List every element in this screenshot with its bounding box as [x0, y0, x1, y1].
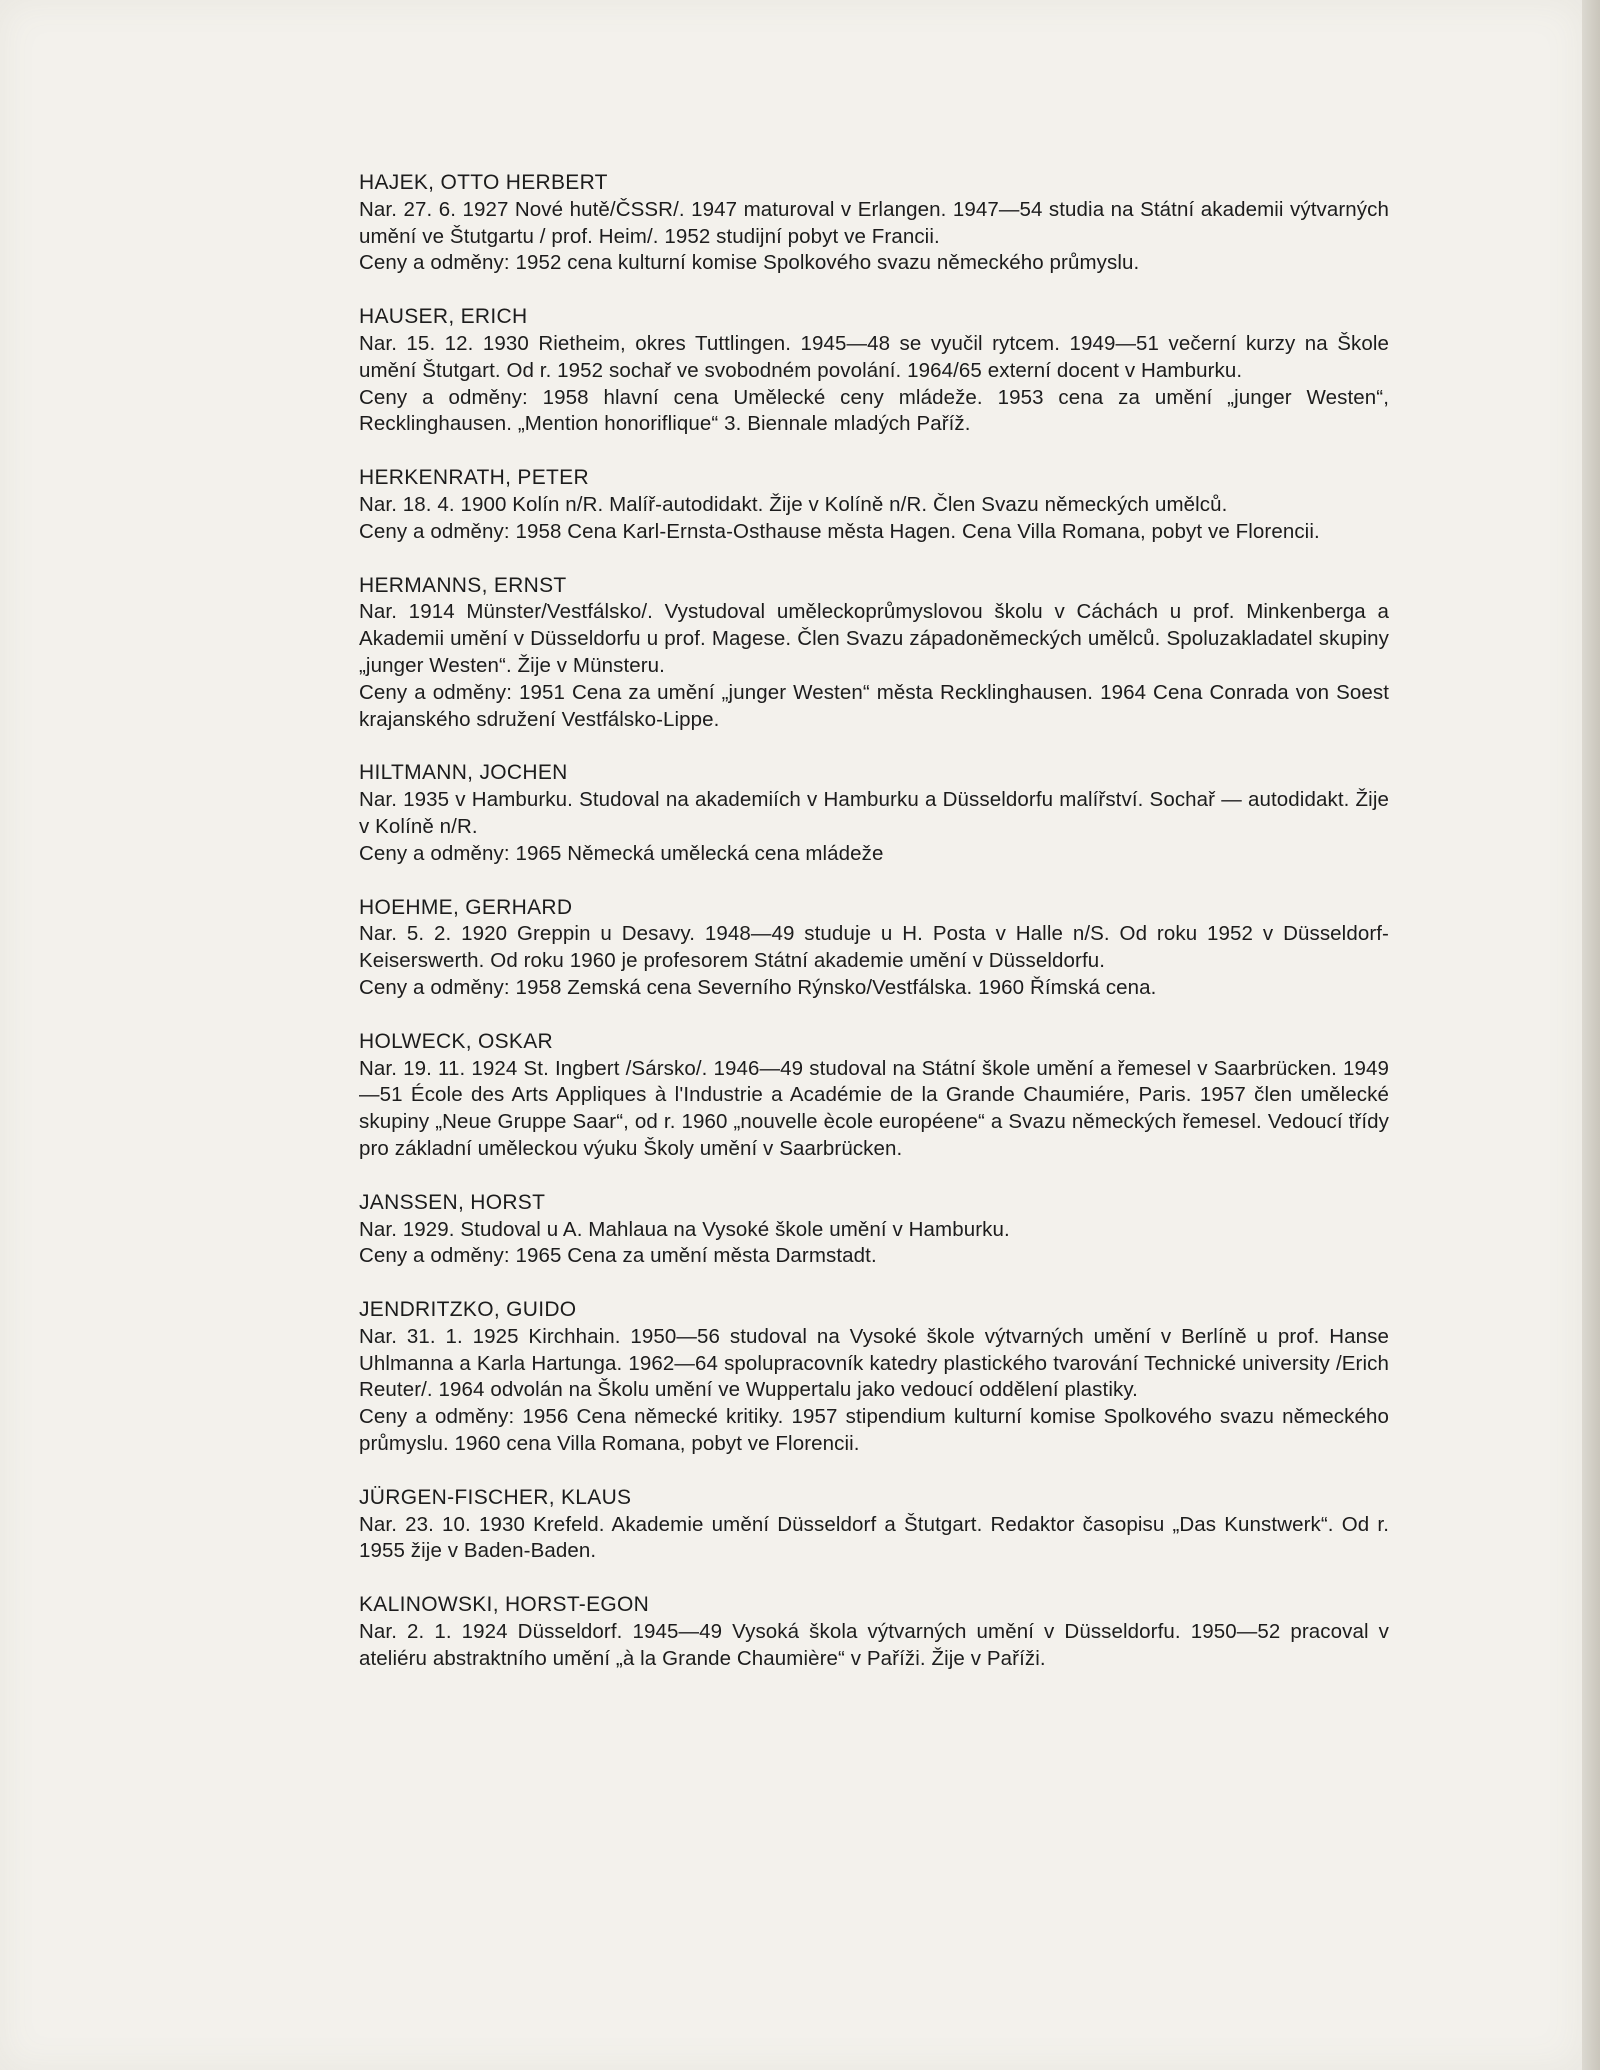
biography-entry — [359, 1297, 1389, 1458]
biography-entry — [359, 1190, 1389, 1270]
awards-text: Ceny a odměny: 1952 cena kulturní komise Spolkového svazu německého průmyslu. — [359, 251, 1140, 275]
biography-text: Nar. 19. 11. 1924 St. Ingbert /Sársko/. 1946—49 studoval na Státní škole umění a řemesel v Saarbrücken. 1949—51 École des Arts Appliques à l'Industrie a Académie de la Grande Chaumiére, Paris. 1957 člen umělecké skupiny „Neue Gruppe Saar“, od r. 1960 „nouvelle ècole européene“ a Svazu německých řemesel. Vedoucí třídy pro základní uměleckou výuku Školy umění v Saarbrücken. — [359, 1056, 1389, 1160]
artist-name: HILTMANN, JOCHEN — [359, 761, 568, 785]
biography-text: Nar. 2. 1. 1924 Düsseldorf. 1945—49 Vysoká škola výtvarných umění v Düsseldorfu. 1950—52 pracoval v ateliéru abstraktního umění „à la Grande Chaumière“ v Paříži. Žije v Paříži. — [359, 1620, 1389, 1670]
awards-text: Ceny a odměny: 1958 Cena Karl-Ernsta-Osthause města Hagen. Cena Villa Romana, pobyt ve Florencii. — [359, 519, 1320, 543]
artist-name: JENDRITZKO, GUIDO — [359, 1298, 577, 1322]
biography-entry — [359, 760, 1389, 867]
artist-name: JÜRGEN-FISCHER, KLAUS — [359, 1485, 632, 1509]
biography-text: Nar. 1935 v Hamburku. Studoval na akademiích v Hamburku a Düsseldorfu malířství. Sochař — autodidakt. Žije v Kolíně n/R. — [359, 788, 1389, 838]
artist-name: HAUSER, ERICH — [359, 305, 528, 329]
biography-entry — [359, 304, 1389, 438]
awards-text: Ceny a odměny: 1956 Cena německé kritiky. 1957 stipendium kulturní komise Spolkového svazu německého průmyslu. 1960 cena Villa Romana, pobyt ve Florencii. — [359, 1405, 1389, 1456]
biography-entry — [359, 170, 1389, 277]
awards-text: Ceny a odměny: 1958 hlavní cena Umělecké ceny mládeže. 1953 cena za umění „junger Westen“, Recklinghausen. „Mention honoriflique“ 3. Biennale mladých Paříž. — [359, 385, 1389, 436]
artist-name: HERMANNS, ERNST — [359, 573, 567, 597]
biography-entry — [359, 1029, 1389, 1163]
biography-text: Nar. 27. 6. 1927 Nové hutě/ČSSR/. 1947 maturoval v Erlangen. 1947—54 studia na Státní akademii výtvarných umění ve Štutgartu / prof. Heim/. 1952 studijní pobyt ve Francii. — [359, 197, 1389, 248]
biography-text: Nar. 31. 1. 1925 Kirchhain. 1950—56 studoval na Vysoké škole výtvarných umění v Berlíně u prof. Hanse Uhlmanna a Karla Hartunga. 1962—64 spolupracovník katedry plastického tvarování Technické university /Erich Reuter/. 1964 odvolán na Školu umění ve Wuppertalu jako vedoucí oddělení plastiky. — [359, 1324, 1389, 1402]
artist-name: HOLWECK, OSKAR — [359, 1029, 554, 1053]
biography-entry — [359, 895, 1389, 1002]
biography-list — [359, 170, 1389, 1700]
biography-entry — [359, 1592, 1389, 1672]
awards-text: Ceny a odměny: 1958 Zemská cena Severního Rýnsko/Vestfálska. 1960 Římská cena. — [359, 975, 1157, 999]
biography-text: Nar. 1929. Studoval u A. Mahlaua na Vysoké škole umění v Hamburku. — [359, 1217, 1010, 1241]
biography-entry — [359, 1485, 1389, 1565]
biography-entry — [359, 465, 1389, 545]
biography-entry — [359, 573, 1389, 734]
artist-name: KALINOWSKI, HORST-EGON — [359, 1593, 650, 1617]
artist-name: HAJEK, OTTO HERBERT — [359, 171, 608, 194]
artist-name: HERKENRATH, PETER — [359, 466, 589, 490]
awards-text: Ceny a odměny: 1965 Cena za umění města Darmstadt. — [359, 1244, 877, 1268]
biography-text: Nar. 15. 12. 1930 Rietheim, okres Tuttlingen. 1945—48 se vyučil rytcem. 1949—51 večerní kurzy na Škole umění Štutgart. Od r. 1952 sochař ve svobodném povolání. 1964/65 externí docent v Hamburku. — [359, 331, 1389, 382]
artist-name: HOEHME, GERHARD — [359, 895, 573, 919]
awards-text: Ceny a odměny: 1951 Cena za umění „junger Westen“ města Recklinghausen. 1964 Cena Conrada von Soest krajanského sdružení Vestfálsko-Lippe. — [359, 680, 1389, 731]
biography-text: Nar. 18. 4. 1900 Kolín n/R. Malíř-autodidakt. Žije v Kolíně n/R. Člen Svazu německých umělců. — [359, 492, 1228, 516]
biography-text: Nar. 1914 Münster/Vestfálsko/. Vystudoval uměleckoprůmyslovou školu v Cáchách u prof. Minkenberga a Akademii umění v Düsseldorfu u prof. Magese. Člen Svazu západoněmeckých umělců. Spoluzakladatel skupiny „junger Westen“. Žije v Münsteru. — [359, 600, 1389, 677]
awards-text: Ceny a odměny: 1965 Německá umělecká cena mládeže — [359, 841, 884, 865]
biography-text: Nar. 5. 2. 1920 Greppin u Desavy. 1948—49 studuje u H. Posta v Halle n/S. Od roku 1952 v Düsseldorf-Keiserswerth. Od roku 1960 je profesorem Státní akademie umění v Düsseldorfu. — [359, 922, 1389, 973]
artist-name: JANSSEN, HORST — [359, 1190, 546, 1214]
biography-text: Nar. 23. 10. 1930 Krefeld. Akademie umění Düsseldorf a Štutgart. Redaktor časopisu „Das Kunstwerk“. Od r. 1955 žije v Baden-Baden. — [359, 1512, 1389, 1563]
page-edge — [1582, 0, 1600, 2070]
